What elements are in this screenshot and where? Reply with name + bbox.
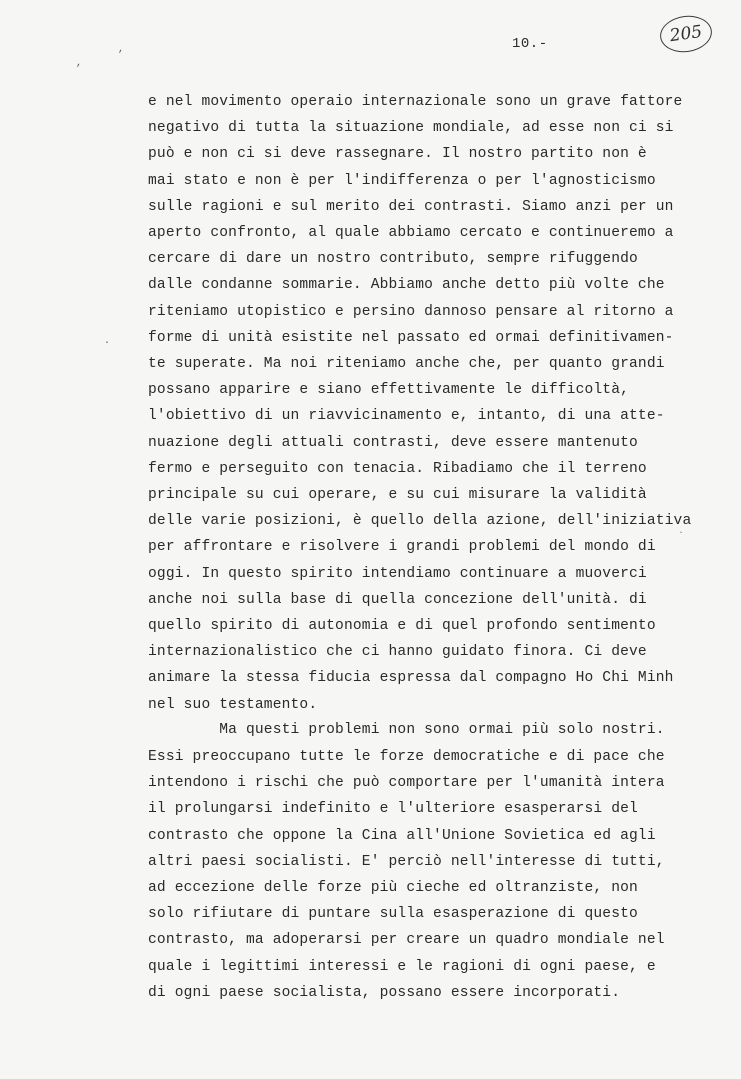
text-line: può e non ci si deve rassegnare. Il nostro partito non è bbox=[148, 146, 647, 162]
text-line: negativo di tutta la situazione mondiale, ad esse non ci si bbox=[148, 120, 674, 136]
text-line: delle varie posizioni, è quello della azione, dell'iniziativa bbox=[148, 513, 692, 529]
text-line: principale su cui operare, e su cui misurare la validità bbox=[148, 487, 647, 503]
text-line: quello spirito di autonomia e di quel profondo sentimento bbox=[148, 618, 656, 634]
stamp-number: 205 bbox=[668, 21, 704, 47]
text-line: nuazione degli attuali contrasti, deve essere mantenuto bbox=[148, 435, 638, 451]
margin-mark: · bbox=[104, 338, 111, 349]
text-line: fermo e perseguito con tenacia. Ribadiamo che il terreno bbox=[148, 461, 647, 477]
text-line: internazionalistico che ci hanno guidato finora. Ci deve bbox=[148, 644, 647, 660]
text-line: Essi preoccupano tutte le forze democratiche e di pace che bbox=[148, 749, 665, 765]
margin-mark: , bbox=[76, 58, 83, 69]
archive-stamp bbox=[658, 13, 715, 56]
text-line: quale i legittimi interessi e le ragioni di ogni paese, e bbox=[148, 959, 656, 975]
text-line: Ma questi problemi non sono ormai più solo nostri. bbox=[148, 722, 665, 738]
text-line: te superate. Ma noi riteniamo anche che, per quanto grandi bbox=[148, 356, 665, 372]
text-line: animare la stessa fiducia espressa dal compagno Ho Chi Minh bbox=[148, 670, 674, 686]
text-line: oggi. In questo spirito intendiamo continuare a muoverci bbox=[148, 566, 647, 582]
text-line: cercare di dare un nostro contributo, sempre rifuggendo bbox=[148, 251, 638, 267]
text-line: l'obiettivo di un riavvicinamento e, intanto, di una atte- bbox=[148, 408, 665, 424]
text-line: contrasto che oppone la Cina all'Unione Sovietica ed agli bbox=[148, 828, 656, 844]
text-line: contrasto, ma adoperarsi per creare un quadro mondiale nel bbox=[148, 932, 665, 948]
text-line: intendono i rischi che può comportare per l'umanità intera bbox=[148, 775, 665, 791]
text-line: aperto confronto, al quale abbiamo cercato e continueremo a bbox=[148, 225, 674, 241]
text-line: nel suo testamento. bbox=[148, 697, 318, 713]
text-line: possano apparire e siano effettivamente le difficoltà, bbox=[148, 382, 630, 398]
text-line: solo rifiutare di puntare sulla esasperazione di questo bbox=[148, 906, 638, 922]
text-line: per affrontare e risolvere i grandi problemi del mondo di bbox=[148, 539, 656, 555]
text-line: anche noi sulla base di quella concezione dell'unità. di bbox=[148, 592, 647, 608]
text-line: altri paesi socialisti. E' perciò nell'interesse di tutti, bbox=[148, 854, 665, 870]
text-line: il prolungarsi indefinito e l'ulteriore esasperarsi del bbox=[148, 801, 638, 817]
text-line: riteniamo utopistico e persino dannoso pensare al ritorno a bbox=[148, 304, 674, 320]
text-line: dalle condanne sommarie. Abbiamo anche detto più volte che bbox=[148, 277, 665, 293]
text-line: di ogni paese socialista, possano essere incorporati. bbox=[148, 985, 621, 1001]
page-number: 10.- bbox=[512, 36, 548, 52]
text-line: e nel movimento operaio internazionale sono un grave fattore bbox=[148, 94, 683, 110]
margin-mark: ` bbox=[678, 532, 685, 543]
text-line: ad eccezione delle forze più cieche ed oltranziste, non bbox=[148, 880, 638, 896]
text-line: sulle ragioni e sul merito dei contrasti. Siamo anzi per un bbox=[148, 199, 674, 215]
text-line: forme di unità esistite nel passato ed ormai definitivamen- bbox=[148, 330, 674, 346]
margin-mark: , bbox=[118, 44, 125, 55]
text-line: mai stato e non è per l'indifferenza o per l'agnosticismo bbox=[148, 173, 656, 189]
